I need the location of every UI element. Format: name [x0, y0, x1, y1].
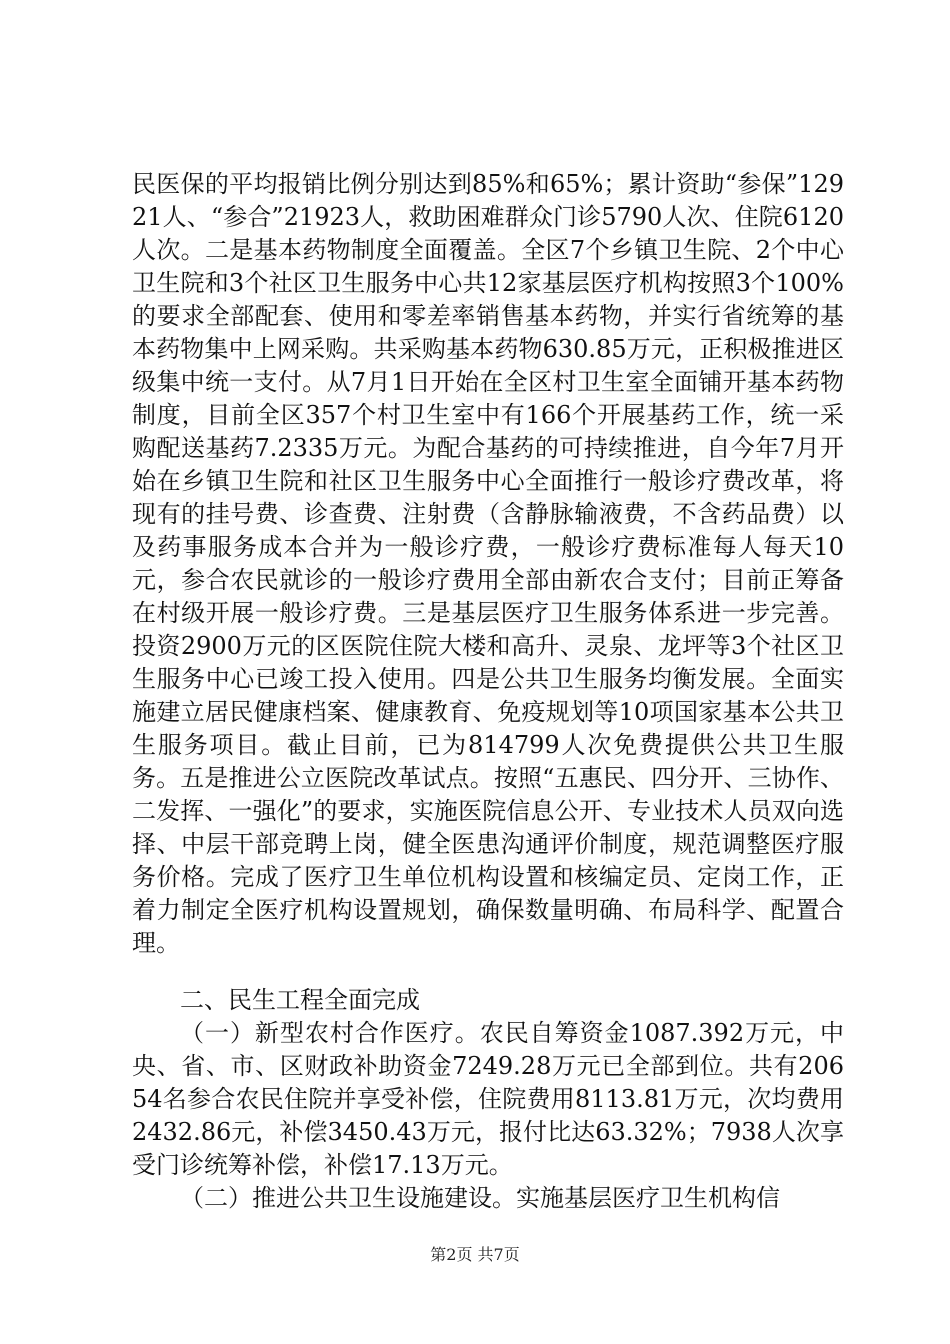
- section-heading: 二、民生工程全面完成: [180, 986, 420, 1014]
- paragraph-public-health-facilities: （二）推进公共卫生设施建设。实施基层医疗卫生机构信: [180, 1184, 780, 1212]
- paragraph-continued: 民医保的平均报销比例分别达到85%和65%；累计资助“参保”12921人、“参合”21923人，救助困难群众门诊5790人次、住院6120人次。二是基本药物制度全面覆盖。全区7个乡镇卫生院、2个中心卫生院和3个社区卫生服务中心共12家基层医疗机构按照3个100%的要求全部配套、使用和零差率销售基本药物，并实行省统筹的基本药物集中上网采购。共采购基本药物630.85万元，正积极推进区级集中统一支付。从7月1日开始在全区村卫生室全面铺开基本药物制度，目前全区357个村卫生室中有166个开展基药工作，统一采购配送基药7.2335万元。为配合基药的可持续推进，自今年7月开始在乡镇卫生院和社区卫生服务中心全面推行一般诊疗费改革，将现有的挂号费、诊查费、注射费（含静脉输液费，不含药品费）以及药事服务成本合并为一般诊疗费，一般诊疗费标准每人每天10元，参合农民就诊的一般诊疗费用全部由新农合支付；目前正筹备在村级开展一般诊疗费。三是基层医疗卫生服务体系进一步完善。投资2900万元的区医院住院大楼和高升、灵泉、龙坪等3个社区卫生服务中心已竣工投入使用。四是公共卫生服务均衡发展。全面实施建立居民健康档案、健康教育、免疫规划等10项国家基本公共卫生服务项目。截止目前，已为814799人次免费提供公共卫生服务。五是推进公立医院改革试点。按照“五惠民、四分开、三协作、二发挥、一强化”的要求，实施医院信息公开、专业技术人员双向选择、中层干部竞聘上岗，健全医患沟通评价制度，规范调整医疗服务价格。完成了医疗卫生单位机构设置和核编定员、定岗工作，正着力制定全医疗机构设置规划，确保数量明确、布局科学、配置合理。: [132, 170, 844, 957]
- paragraph-rural-cooperative-medical: （一）新型农村合作医疗。农民自筹资金1087.392万元，中央、省、市、区财政补助资金7249.28万元已全部到位。共有20654名参合农民住院并享受补偿，住院费用8113.81万元，次均费用2432.86元，补偿3450.43万元，报付比达63.32%；7938人次享受门诊统筹补偿，补偿17.13万元。: [132, 1019, 844, 1179]
- document-body: [132, 168, 844, 1215]
- page-footer: [0, 1245, 950, 1265]
- page-indicator: 第2页 共7页: [430, 1245, 520, 1264]
